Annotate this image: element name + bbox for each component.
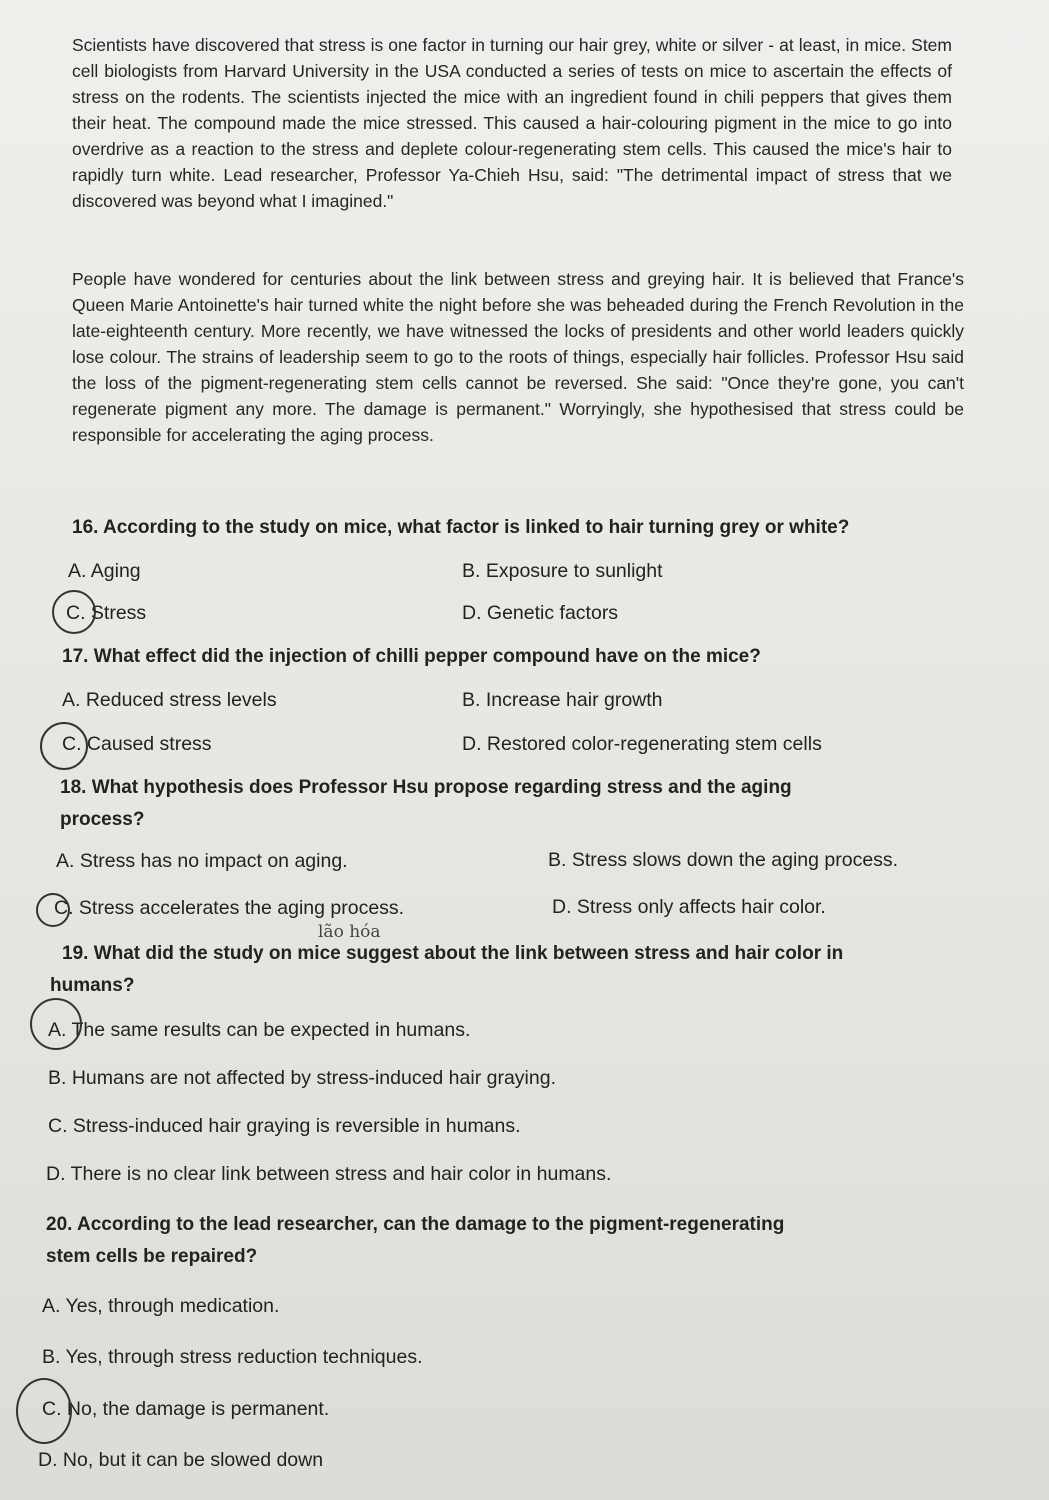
q20-option-a[interactable]: A. Yes, through medication.: [42, 1295, 280, 1317]
q18-option-c[interactable]: C. Stress accelerates the aging process.: [54, 897, 405, 919]
question-20-stem-line2: stem cells be repaired?: [46, 1246, 258, 1267]
q17-option-c[interactable]: C. Caused stress: [62, 733, 212, 755]
q19-option-d[interactable]: D. There is no clear link between stress and hair color in humans.: [46, 1163, 612, 1185]
q20-option-c[interactable]: C. No, the damage is permanent.: [42, 1398, 330, 1420]
answer-circle-mark: [52, 590, 96, 634]
answer-circle-mark: [36, 893, 70, 927]
passage-paragraph-1: [72, 32, 952, 214]
q19-option-a[interactable]: A. The same results can be expected in humans.: [48, 1019, 471, 1041]
q17-option-a[interactable]: A. Reduced stress levels: [62, 689, 277, 711]
q18-option-d[interactable]: D. Stress only affects hair color.: [552, 896, 826, 918]
q16-option-b[interactable]: B. Exposure to sunlight: [462, 560, 663, 582]
q16-option-d[interactable]: D. Genetic factors: [462, 602, 619, 624]
q19-option-c[interactable]: C. Stress-induced hair graying is reversible in humans.: [48, 1115, 521, 1137]
question-18-stem-line1: 18. What hypothesis does Professor Hsu propose regarding stress and the aging: [60, 777, 792, 798]
q19-option-b[interactable]: B. Humans are not affected by stress-induced hair graying.: [48, 1067, 556, 1089]
question-19-stem-line2: humans?: [50, 975, 135, 996]
q20-option-b[interactable]: B. Yes, through stress reduction techniques.: [42, 1346, 423, 1368]
paragraph-text: Scientists have discovered that stress is one factor in turning our hair grey, white or silver - at least, in mice. Stem cell biologists from Harvard University in the USA conducted a series of tests on mice to ascertain the effects of stress on the rodents. The scientists injected the mice with an ingredient found in chili peppers that gives them their heat. The compound made the mice stressed. This caused a hair-colouring pigment in the mice to go into overdrive as a reaction to the stress and deplete colour-regenerating stem cells. This caused the mice's hair to rapidly turn white. Lead researcher, Professor Ya-Chieh Hsu, said: "The detrimental impact of stress that we discovered was beyond what I imagined.": [72, 35, 952, 211]
q17-option-b[interactable]: B. Increase hair growth: [462, 689, 663, 711]
answer-circle-mark: [30, 998, 82, 1050]
question-19-stem-line1: 19. What did the study on mice suggest about the link between stress and hair color in: [62, 943, 844, 964]
q16-option-a[interactable]: A. Aging: [68, 560, 141, 582]
question-16-stem: 16. According to the study on mice, what factor is linked to hair turning grey or white?: [72, 517, 850, 538]
question-17-stem: 17. What effect did the injection of chilli pepper compound have on the mice?: [62, 646, 761, 667]
q20-option-d[interactable]: D. No, but it can be slowed down: [38, 1449, 324, 1471]
handwritten-note: lão hóa: [318, 922, 381, 942]
question-18-stem-line2: process?: [60, 809, 145, 830]
paragraph-text: People have wondered for centuries about the link between stress and greying hair. It is believed that France's Queen Marie Antoinette's hair turned white the night before she was beheaded during the French Revolution in the late-eighteenth century. More recently, we have witnessed the locks of presidents and other world leaders quickly lose colour. The strains of leadership seem to go to the roots of things, especially hair follicles. Professor Hsu said the loss of the pigment-regenerating stem cells cannot be reversed. She said: "Once they're gone, you can't regenerate pigment any more. The damage is permanent." Worryingly, she hypothesised that stress could be responsible for accelerating the aging process.: [72, 269, 964, 445]
passage-paragraph-2: [72, 266, 964, 448]
q17-option-d[interactable]: D. Restored color-regenerating stem cells: [462, 733, 822, 755]
q18-option-a[interactable]: A. Stress has no impact on aging.: [56, 850, 348, 872]
q18-option-b[interactable]: B. Stress slows down the aging process.: [548, 849, 899, 871]
q16-option-c[interactable]: C. Stress: [66, 602, 147, 624]
question-20-stem-line1: 20. According to the lead researcher, can the damage to the pigment-regenerating: [46, 1214, 785, 1235]
answer-circle-mark: [16, 1378, 72, 1444]
answer-circle-mark: [40, 722, 88, 770]
